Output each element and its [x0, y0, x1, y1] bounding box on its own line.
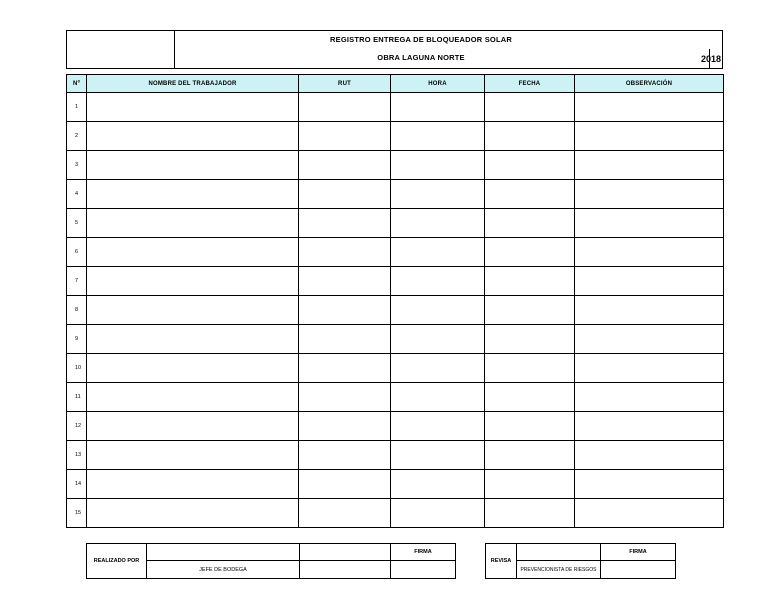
- realizado-extra-field[interactable]: [300, 544, 391, 561]
- row-number: 7: [67, 267, 87, 296]
- cell-observacion[interactable]: [575, 441, 724, 470]
- cell-observacion[interactable]: [575, 180, 724, 209]
- row-number: 12: [67, 412, 87, 441]
- cell-observacion[interactable]: [575, 267, 724, 296]
- cell-rut[interactable]: [299, 412, 391, 441]
- cell-hora[interactable]: [391, 441, 485, 470]
- cell-nombre[interactable]: [87, 325, 299, 354]
- cell-hora[interactable]: [391, 93, 485, 122]
- cell-fecha[interactable]: [485, 354, 575, 383]
- cell-nombre[interactable]: [87, 470, 299, 499]
- col-header-hora: HORA: [391, 75, 485, 93]
- cell-nombre[interactable]: [87, 499, 299, 528]
- cell-observacion[interactable]: [575, 383, 724, 412]
- cell-nombre[interactable]: [87, 383, 299, 412]
- cell-rut[interactable]: [299, 238, 391, 267]
- cell-observacion[interactable]: [575, 209, 724, 238]
- row-number: 14: [67, 470, 87, 499]
- cell-nombre[interactable]: [87, 267, 299, 296]
- jefe-bodega-label: JEFE DE BODEGA: [147, 561, 300, 579]
- cell-nombre[interactable]: [87, 296, 299, 325]
- cell-rut[interactable]: [299, 470, 391, 499]
- cell-observacion[interactable]: [575, 412, 724, 441]
- cell-fecha[interactable]: [485, 93, 575, 122]
- table-row: [67, 267, 724, 296]
- revisa-label: REVISA: [486, 544, 517, 579]
- col-header-nombre: NOMBRE DEL TRABAJADOR: [87, 75, 299, 93]
- cell-nombre[interactable]: [87, 180, 299, 209]
- cell-observacion[interactable]: [575, 151, 724, 180]
- row-number: 13: [67, 441, 87, 470]
- cell-rut[interactable]: [299, 354, 391, 383]
- cell-nombre[interactable]: [87, 354, 299, 383]
- cell-observacion[interactable]: [575, 238, 724, 267]
- row-number: 3: [67, 151, 87, 180]
- table-row: [67, 325, 724, 354]
- cell-nombre[interactable]: [87, 122, 299, 151]
- cell-fecha[interactable]: [485, 296, 575, 325]
- cell-nombre[interactable]: [87, 441, 299, 470]
- cell-observacion[interactable]: [575, 93, 724, 122]
- cell-rut[interactable]: [299, 267, 391, 296]
- realizado-extra-field-2[interactable]: [300, 561, 391, 579]
- cell-hora[interactable]: [391, 354, 485, 383]
- signature-block-revisa: [485, 543, 676, 579]
- cell-observacion[interactable]: [575, 122, 724, 151]
- cell-hora[interactable]: [391, 383, 485, 412]
- firma-field-right[interactable]: [601, 561, 676, 579]
- prevencionista-label: PREVENCIONISTA DE RIESGOS: [517, 561, 601, 579]
- cell-nombre[interactable]: [87, 412, 299, 441]
- cell-observacion[interactable]: [575, 470, 724, 499]
- cell-rut[interactable]: [299, 296, 391, 325]
- cell-fecha[interactable]: [485, 180, 575, 209]
- cell-nombre[interactable]: [87, 238, 299, 267]
- cell-hora[interactable]: [391, 209, 485, 238]
- revisa-name-field[interactable]: [517, 544, 601, 561]
- cell-rut[interactable]: [299, 383, 391, 412]
- col-header-numero: Nº: [67, 75, 87, 93]
- cell-fecha[interactable]: [485, 383, 575, 412]
- form-header: [66, 30, 723, 69]
- table-row: [67, 93, 724, 122]
- cell-hora[interactable]: [391, 180, 485, 209]
- cell-fecha[interactable]: [485, 441, 575, 470]
- realizado-name-field[interactable]: [147, 544, 300, 561]
- cell-hora[interactable]: [391, 151, 485, 180]
- cell-hora[interactable]: [391, 470, 485, 499]
- firma-label-left: FIRMA: [391, 544, 456, 561]
- cell-hora[interactable]: [391, 412, 485, 441]
- table-row: [67, 209, 724, 238]
- row-number: 15: [67, 499, 87, 528]
- cell-observacion[interactable]: [575, 499, 724, 528]
- row-number: 10: [67, 354, 87, 383]
- cell-fecha[interactable]: [485, 209, 575, 238]
- cell-rut[interactable]: [299, 180, 391, 209]
- col-header-observacion: OBSERVACIÓN: [575, 75, 724, 93]
- cell-fecha[interactable]: [485, 151, 575, 180]
- table-row: [67, 441, 724, 470]
- signature-block-realizado: [86, 543, 456, 579]
- cell-fecha[interactable]: [485, 470, 575, 499]
- row-number: 4: [67, 180, 87, 209]
- cell-hora[interactable]: [391, 499, 485, 528]
- cell-fecha[interactable]: [485, 122, 575, 151]
- col-header-rut: RUT: [299, 75, 391, 93]
- table-row: [67, 412, 724, 441]
- cell-fecha[interactable]: [485, 325, 575, 354]
- cell-observacion[interactable]: [575, 296, 724, 325]
- row-number: 9: [67, 325, 87, 354]
- cell-fecha[interactable]: [485, 412, 575, 441]
- cell-nombre[interactable]: [87, 151, 299, 180]
- table-row: [67, 383, 724, 412]
- form-title: REGISTRO ENTREGA DE BLOQUEADOR SOLAR: [330, 35, 512, 44]
- table-row: [67, 499, 724, 528]
- row-number: 1: [67, 93, 87, 122]
- cell-hora[interactable]: [391, 267, 485, 296]
- col-header-fecha: FECHA: [485, 75, 575, 93]
- table-row: [67, 354, 724, 383]
- cell-hora[interactable]: [391, 238, 485, 267]
- logo-cell: [67, 31, 175, 68]
- cell-rut[interactable]: [299, 93, 391, 122]
- table-row: [67, 180, 724, 209]
- cell-nombre[interactable]: [87, 93, 299, 122]
- cell-hora[interactable]: [391, 325, 485, 354]
- row-number: 2: [67, 122, 87, 151]
- table-row: [67, 122, 724, 151]
- firma-label-right: FIRMA: [601, 544, 676, 561]
- table-row: [67, 296, 724, 325]
- cell-rut[interactable]: [299, 325, 391, 354]
- table-header-row: [67, 75, 724, 93]
- table-row: [67, 470, 724, 499]
- form-year: 2018: [700, 54, 721, 64]
- table-row: [67, 238, 724, 267]
- cell-rut[interactable]: [299, 151, 391, 180]
- row-number: 6: [67, 238, 87, 267]
- cell-rut[interactable]: [299, 441, 391, 470]
- firma-field-left[interactable]: [391, 561, 456, 579]
- cell-rut[interactable]: [299, 122, 391, 151]
- cell-observacion[interactable]: [575, 354, 724, 383]
- cell-nombre[interactable]: [87, 209, 299, 238]
- cell-observacion[interactable]: [575, 325, 724, 354]
- cell-hora[interactable]: [391, 296, 485, 325]
- cell-fecha[interactable]: [485, 267, 575, 296]
- table-row: [67, 151, 724, 180]
- cell-rut[interactable]: [299, 499, 391, 528]
- row-number: 5: [67, 209, 87, 238]
- cell-fecha[interactable]: [485, 499, 575, 528]
- cell-rut[interactable]: [299, 209, 391, 238]
- registro-table: [66, 74, 724, 528]
- cell-fecha[interactable]: [485, 238, 575, 267]
- row-number: 11: [67, 383, 87, 412]
- form-subtitle: OBRA LAGUNA NORTE: [377, 53, 465, 62]
- cell-hora[interactable]: [391, 122, 485, 151]
- row-number: 8: [67, 296, 87, 325]
- realizado-por-label: REALIZADO POR: [87, 544, 147, 579]
